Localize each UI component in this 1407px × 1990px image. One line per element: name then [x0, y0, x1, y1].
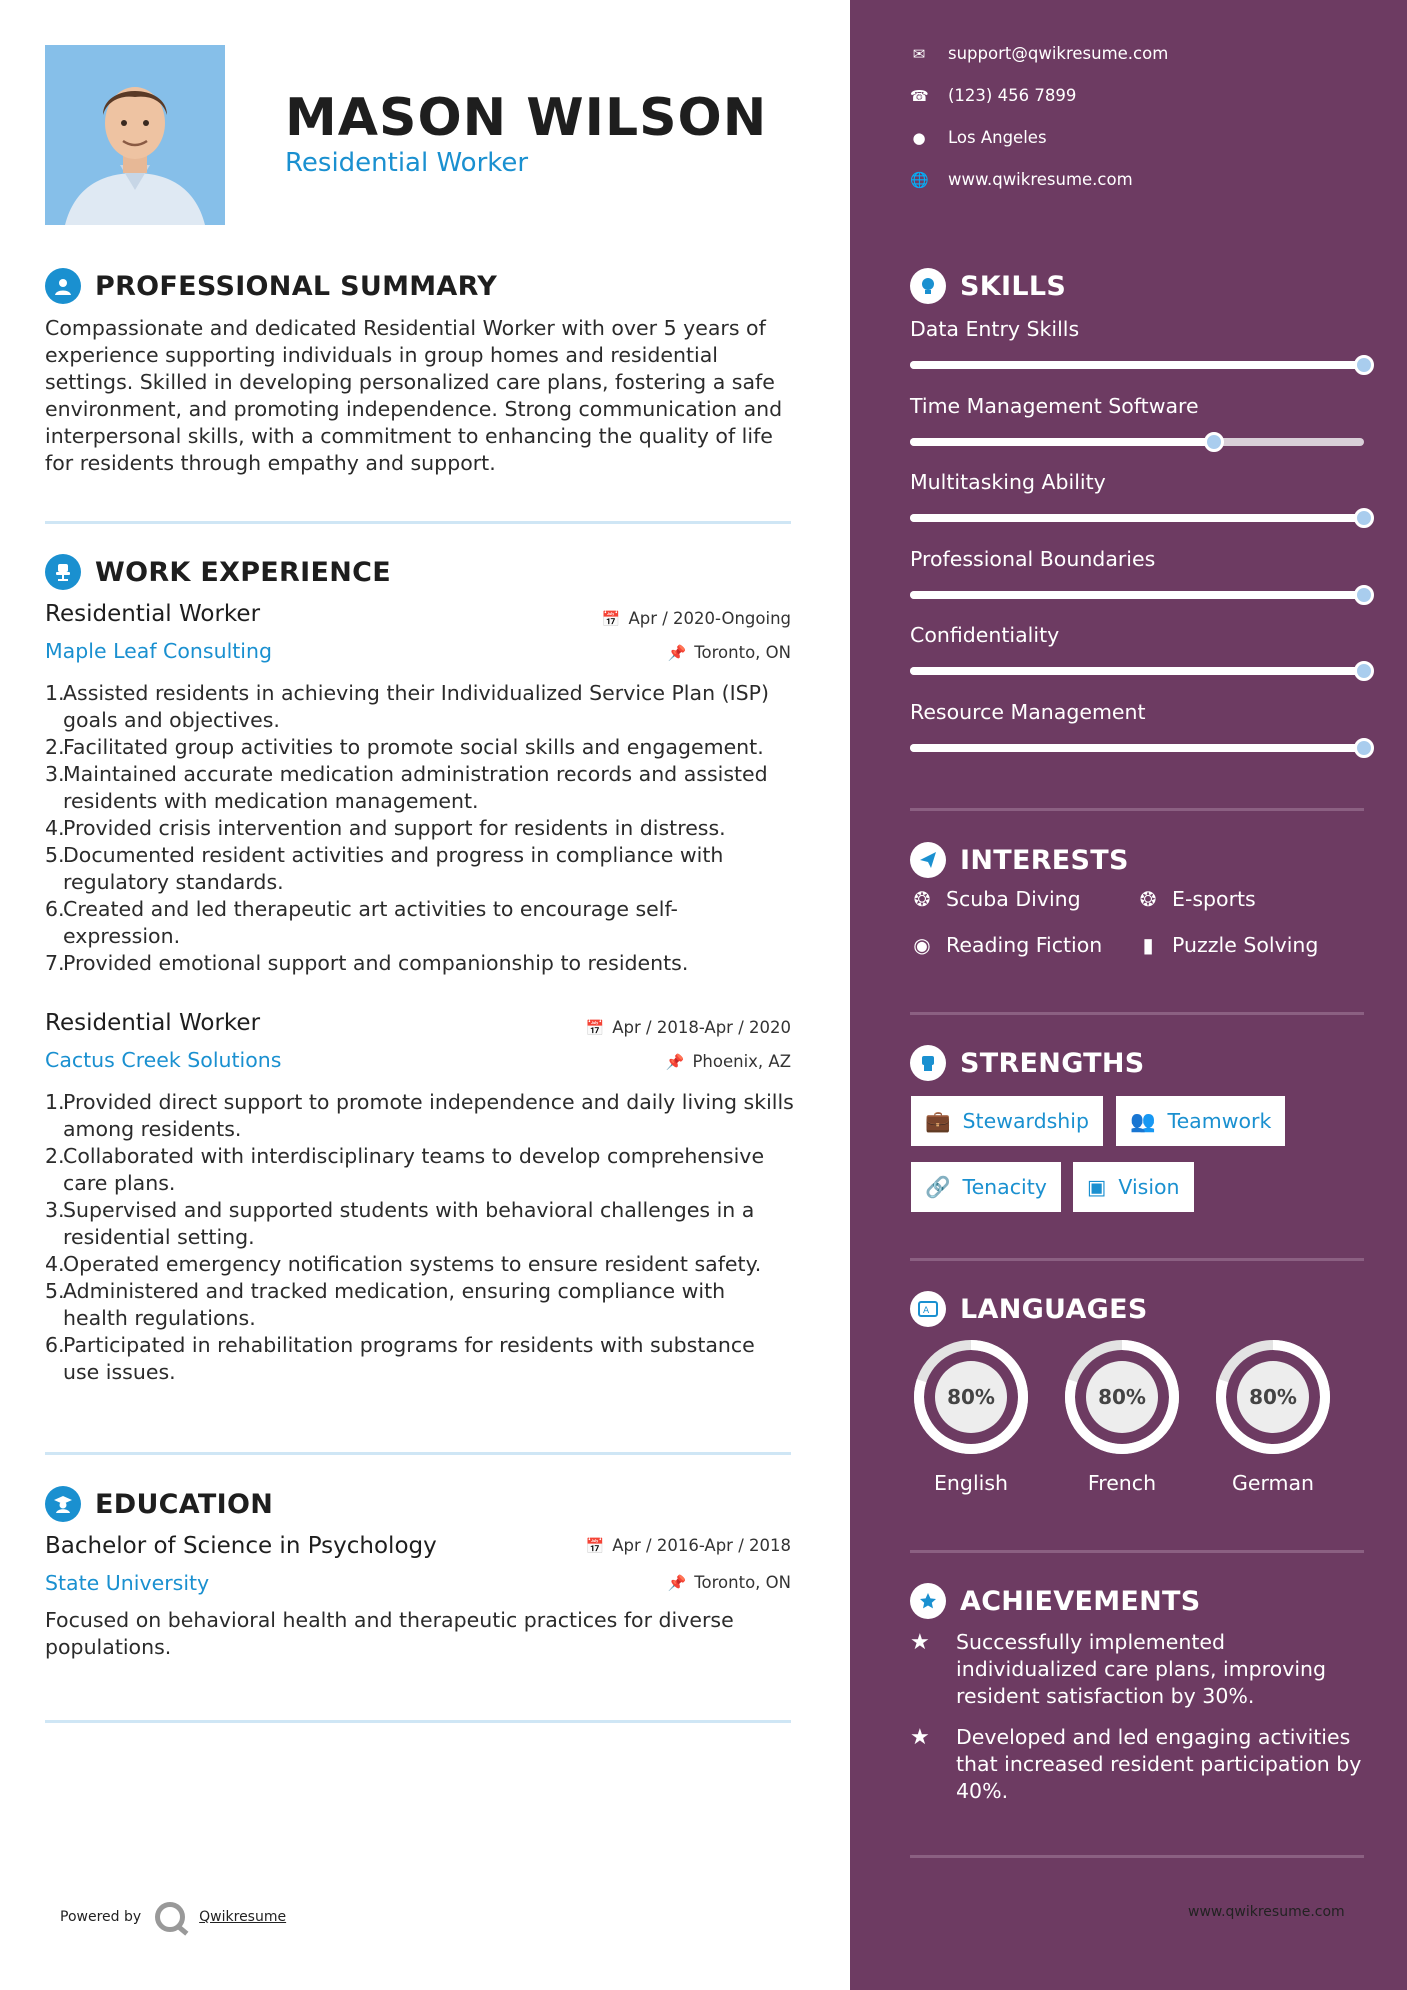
- skill-label: Data Entry Skills: [910, 317, 1080, 341]
- interest-label: Reading Fiction: [946, 933, 1103, 957]
- strengths-heading: [910, 1045, 1145, 1081]
- calendar-icon: 📅: [585, 1536, 605, 1555]
- job-company: Cactus Creek Solutions: [45, 1048, 282, 1072]
- website-text: www.qwikresume.com: [948, 170, 1133, 189]
- skill-bar-fill: [910, 744, 1364, 752]
- strength-chip: [1116, 1096, 1285, 1146]
- shooting-star-icon: ★: [910, 1630, 930, 1655]
- pin-icon: 📌: [667, 1573, 687, 1592]
- strength-label: Stewardship: [962, 1109, 1089, 1133]
- calendar-icon: 📅: [601, 609, 621, 628]
- skill-bar-knob: [1354, 738, 1374, 758]
- list-item: 2. Collaborated with interdisciplinary teams to develop comprehensive care plans.: [45, 1144, 765, 1195]
- footer-website[interactable]: www.qwikresume.com: [1188, 1904, 1345, 1920]
- contact-email[interactable]: [910, 44, 1168, 63]
- list-item: 1. Assisted residents in achieving their Individualized Service Plan (ISP) goals and objectives.: [45, 681, 769, 732]
- achievements-heading: [910, 1583, 1201, 1619]
- strength-chip: [911, 1162, 1061, 1212]
- section-divider: [910, 1855, 1364, 1858]
- achievements-title: ACHIEVEMENTS: [960, 1585, 1201, 1617]
- job-title: Residential Worker: [45, 1010, 261, 1036]
- candidate-name: MASON WILSON: [285, 88, 768, 148]
- language-percent: 80%: [1098, 1385, 1146, 1409]
- contact-location: [910, 128, 1047, 147]
- language-percent: 80%: [1249, 1385, 1297, 1409]
- book-icon: ▮: [1142, 933, 1154, 957]
- interests-title: INTERESTS: [960, 844, 1129, 876]
- profile-photo: [45, 45, 225, 225]
- list-item: 6. Participated in rehabilitation programs for residents with substance use issues.: [45, 1333, 755, 1384]
- list-item: 5. Documented resident activities and progress in compliance with regulatory standards.: [45, 843, 724, 894]
- job-date-text: Apr / 2020-Ongoing: [628, 609, 791, 628]
- gamepad-icon: ◉: [913, 933, 931, 957]
- paper-plane-icon: [910, 842, 946, 878]
- interest-item: [910, 887, 1081, 911]
- life-ring-icon: ❂: [913, 887, 931, 911]
- qwikresume-logo-icon: [155, 1902, 185, 1932]
- language-percent: 80%: [947, 1385, 995, 1409]
- skill-label: Multitasking Ability: [910, 470, 1106, 494]
- interest-item: [1136, 887, 1256, 911]
- list-item: 4. Provided crisis intervention and support for residents in distress.: [45, 816, 726, 840]
- contact-website[interactable]: [910, 170, 1133, 189]
- job-date: [586, 1018, 791, 1037]
- list-item: 4. Operated emergency notification systems to ensure resident safety.: [45, 1252, 762, 1276]
- skill-bar-knob: [1354, 508, 1374, 528]
- interest-item: [1136, 933, 1318, 957]
- globe-icon: 🌐: [910, 170, 929, 189]
- list-item: 1. Provided direct support to promote independence and daily living skills among residents.: [45, 1090, 794, 1141]
- briefcase-icon: 💼: [925, 1108, 951, 1133]
- qwikresume-link[interactable]: Qwikresume: [199, 1909, 287, 1925]
- strength-chip: [911, 1096, 1103, 1146]
- job-title: Residential Worker: [45, 601, 261, 627]
- achievement-text: Developed and led engaging activities that increased resident participation by 40%.: [956, 1725, 1362, 1803]
- language-name: German: [1231, 1471, 1315, 1495]
- skill-bar-knob: [1204, 432, 1224, 452]
- job-duties: [45, 1089, 795, 1386]
- skill-bar-knob: [1354, 661, 1374, 681]
- envelope-icon: ✉: [912, 44, 926, 63]
- calendar-icon: 📅: [585, 1018, 605, 1037]
- skill-label: Professional Boundaries: [910, 546, 1156, 571]
- list-item: 3. Supervised and supported students with behavioral challenges in a residential setting.: [45, 1198, 755, 1249]
- lightbulb-icon: [910, 268, 946, 304]
- strength-label: Teamwork: [1167, 1109, 1272, 1133]
- phone-icon: ☎: [910, 86, 929, 105]
- section-divider: [45, 1720, 791, 1723]
- achievement-item: [910, 1724, 1364, 1805]
- languages-heading: [910, 1291, 1148, 1327]
- phone-text: (123) 456 7899: [948, 86, 1077, 105]
- interests-heading: [910, 842, 1129, 878]
- education-date: [586, 1536, 791, 1555]
- language-ring: [909, 1335, 1033, 1495]
- job-date-text: Apr / 2018-Apr / 2020: [612, 1018, 791, 1037]
- users-icon: 👥: [1130, 1108, 1156, 1133]
- skill-bar-knob: [1354, 585, 1374, 605]
- list-item: 6. Created and led therapeutic art activities to encourage self-expression.: [45, 897, 678, 948]
- job-company: Maple Leaf Consulting: [45, 639, 273, 663]
- section-divider: [910, 1550, 1364, 1553]
- summary-title: PROFESSIONAL SUMMARY: [95, 270, 498, 302]
- skill-bar-fill: [910, 514, 1364, 522]
- language-ring: [1060, 1335, 1184, 1495]
- contact-phone[interactable]: [910, 86, 1076, 105]
- summary-text: Compassionate and dedicated Residential Worker with over 5 years of experience supporting individuals in group homes and residential settings. Skilled in developing personalized care plans, fostering a safe environment, and promoting independence. Strong communication and interpersonal skills, with a commitment to enhancing the quality of life for residents through empathy and support.: [45, 316, 783, 475]
- section-divider: [45, 521, 791, 524]
- summary-heading: [45, 268, 497, 304]
- job-date: [602, 609, 791, 628]
- list-item: 2. Facilitated group activities to promote social skills and engagement.: [45, 735, 764, 759]
- svg-text:A: A: [923, 1306, 930, 1316]
- job-location: [666, 1052, 791, 1071]
- skills-heading: [910, 268, 1066, 304]
- interest-label: E-sports: [1172, 887, 1256, 911]
- skill-bar-fill: [910, 438, 1214, 446]
- interest-label: Scuba Diving: [946, 887, 1081, 911]
- work-title: WORK EXPERIENCE: [95, 556, 391, 588]
- interest-label: Puzzle Solving: [1172, 933, 1319, 957]
- skill-bar: [910, 361, 1364, 369]
- education-location-text: Toronto, ON: [694, 1573, 791, 1592]
- achievement-text: Successfully implemented individualized care plans, improving resident satisfaction by 30%.: [956, 1630, 1327, 1708]
- strength-label: Tenacity: [962, 1175, 1047, 1199]
- work-heading: [45, 554, 391, 590]
- skill-bar: [910, 744, 1364, 752]
- section-divider: [910, 1258, 1364, 1261]
- strengths-title: STRENGTHS: [960, 1047, 1145, 1079]
- section-divider: [910, 808, 1364, 811]
- skill-bar-fill: [910, 667, 1364, 675]
- powered-by: [60, 1902, 286, 1932]
- translate-icon: [910, 1291, 946, 1327]
- skill-bar: [910, 667, 1364, 675]
- skill-bar: [910, 591, 1364, 599]
- user-icon: [45, 268, 81, 304]
- pin-icon: 📌: [665, 1052, 685, 1071]
- section-divider: [45, 1452, 791, 1455]
- school-name: State University: [45, 1571, 210, 1595]
- map-marker-icon: ●: [912, 128, 926, 147]
- skill-bar: [910, 514, 1364, 522]
- list-item: 7. Provided emotional support and companionship to residents.: [45, 951, 689, 975]
- binoculars-icon: ▣: [1087, 1175, 1107, 1199]
- life-ring-icon: ❂: [1139, 887, 1157, 911]
- education-date-text: Apr / 2016-Apr / 2018: [612, 1536, 791, 1555]
- skill-label: Resource Management: [910, 699, 1146, 724]
- skill-label: Time Management Software: [910, 393, 1199, 418]
- skill-label: Confidentiality: [910, 623, 1060, 647]
- strength-chip: [1073, 1162, 1194, 1212]
- education-title: EDUCATION: [95, 1488, 274, 1520]
- list-item: 3. Maintained accurate medication administration records and assisted residents with medication management.: [45, 762, 768, 813]
- email-text: support@qwikresume.com: [948, 44, 1169, 63]
- location-text: Los Angeles: [948, 128, 1047, 147]
- pin-icon: 📌: [667, 643, 687, 662]
- fist-icon: [910, 1045, 946, 1081]
- star-badge-icon: [910, 1583, 946, 1619]
- job-location: [668, 643, 791, 662]
- job-location-text: Toronto, ON: [694, 643, 791, 662]
- skill-bar-fill: [910, 591, 1364, 599]
- list-item: 5. Administered and tracked medication, ensuring compliance with health regulations.: [45, 1279, 726, 1330]
- skill-bar-knob: [1354, 355, 1374, 375]
- education-location: [668, 1573, 791, 1592]
- skill-bar-fill: [910, 361, 1364, 369]
- degree-title: Bachelor of Science in Psychology: [45, 1533, 437, 1559]
- interest-item: [910, 933, 1102, 957]
- job-location-text: Phoenix, AZ: [692, 1052, 791, 1071]
- education-heading: [45, 1486, 273, 1522]
- language-ring: [1211, 1335, 1335, 1495]
- powered-by-label: Powered by: [60, 1909, 142, 1925]
- shooting-star-icon: ★: [910, 1725, 930, 1750]
- link-icon: 🔗: [925, 1174, 951, 1199]
- achievement-item: [910, 1629, 1364, 1710]
- language-name: French: [1087, 1471, 1157, 1495]
- office-chair-icon: [45, 554, 81, 590]
- languages-title: LANGUAGES: [960, 1293, 1148, 1325]
- skills-title: SKILLS: [960, 270, 1067, 302]
- section-divider: [910, 1012, 1364, 1015]
- candidate-role: Residential Worker: [285, 148, 529, 178]
- skill-bar: [910, 438, 1364, 446]
- strength-label: Vision: [1118, 1175, 1180, 1199]
- job-duties: [45, 680, 795, 977]
- graduate-icon: [45, 1486, 81, 1522]
- education-description: Focused on behavioral health and therapeutic practices for diverse populations.: [45, 1608, 734, 1659]
- language-name: English: [933, 1471, 1009, 1495]
